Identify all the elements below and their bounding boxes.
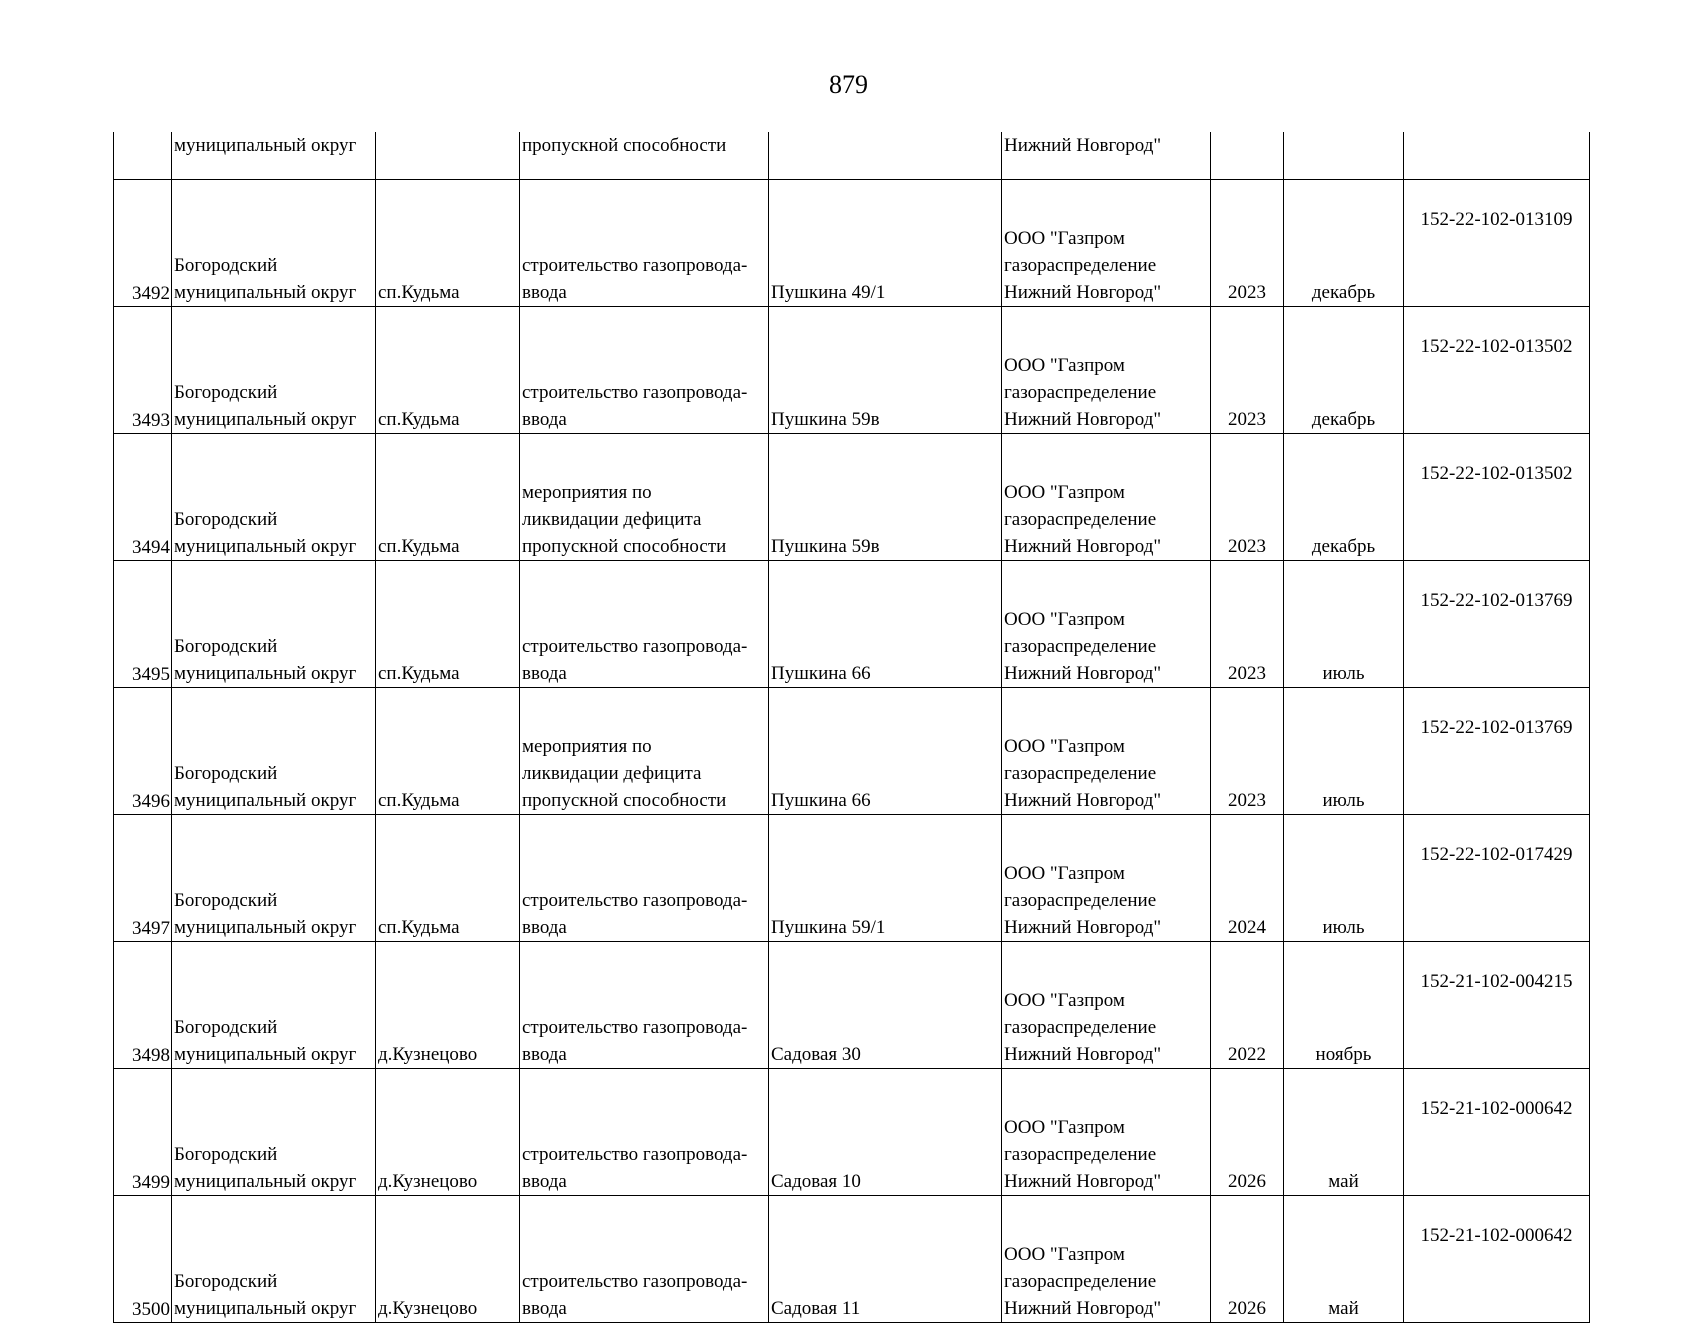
cell-work-type-line: строительство газопровода- bbox=[522, 1144, 748, 1165]
cell-district-line: муниципальный округ bbox=[174, 790, 357, 811]
cell-address: Садовая 11 bbox=[769, 1196, 1002, 1323]
cell-organization-line: Нижний Новгород" bbox=[1004, 790, 1162, 811]
cell-district-line: Богородский bbox=[174, 1017, 278, 1038]
cell-organization-line: Нижний Новгород" bbox=[1004, 1298, 1162, 1319]
cell-work-type bbox=[520, 1069, 769, 1196]
cell-locality: сп.Кудьма bbox=[376, 434, 520, 561]
cell-reg-number: 152-22-102-013109 bbox=[1404, 180, 1590, 307]
cell-organization bbox=[1002, 1196, 1211, 1323]
cell-district bbox=[172, 815, 376, 942]
cell-work-type bbox=[520, 180, 769, 307]
cell-organization-line: Нижний Новгород" bbox=[1004, 917, 1162, 938]
cell-month: июль bbox=[1284, 815, 1404, 942]
cell-district bbox=[172, 1069, 376, 1196]
cell-district-line: муниципальный округ bbox=[174, 536, 357, 557]
cell-organization bbox=[1002, 815, 1211, 942]
cell-num bbox=[114, 132, 172, 180]
cell-organization-line: ООО "Газпром bbox=[1004, 863, 1125, 884]
cell-work-type-line: строительство газопровода- bbox=[522, 1271, 748, 1292]
cell-locality: д.Кузнецово bbox=[376, 1069, 520, 1196]
cell-work-type-line: пропускной способности bbox=[522, 790, 727, 811]
cell-locality: д.Кузнецово bbox=[376, 1196, 520, 1323]
cell-work-type-line: строительство газопровода- bbox=[522, 1017, 748, 1038]
cell-month: июль bbox=[1284, 561, 1404, 688]
cell-reg-number: 152-21-102-000642 bbox=[1404, 1196, 1590, 1323]
cell-organization-line: газораспределение bbox=[1004, 1017, 1157, 1038]
cell-district-line: Богородский bbox=[174, 255, 278, 276]
cell-organization-line: ООО "Газпром bbox=[1004, 1117, 1125, 1138]
cell-organization-line: ООО "Газпром bbox=[1004, 990, 1125, 1011]
cell-address: Пушкина 59в bbox=[769, 434, 1002, 561]
cell-organization-line: газораспределение bbox=[1004, 382, 1157, 403]
cell-district-line: Богородский bbox=[174, 763, 278, 784]
cell-reg-number: 152-21-102-000642 bbox=[1404, 1069, 1590, 1196]
cell-reg-number: 152-21-102-004215 bbox=[1404, 942, 1590, 1069]
cell-work-type-line: ввода bbox=[522, 1171, 567, 1192]
cell-address: Пушкина 59в bbox=[769, 307, 1002, 434]
cell-organization-line: газораспределение bbox=[1004, 1144, 1157, 1165]
cell-work-type-line: мероприятия по bbox=[522, 482, 652, 503]
cell-organization-line: Нижний Новгород" bbox=[1004, 663, 1162, 684]
table-row bbox=[114, 180, 1590, 307]
cell-work-type-line: ввода bbox=[522, 663, 567, 684]
cell-month bbox=[1284, 132, 1404, 180]
cell-organization-line: ООО "Газпром bbox=[1004, 736, 1125, 757]
cell-district-line: муниципальный округ bbox=[174, 409, 357, 430]
cell-organization-line: Нижний Новгород" bbox=[1004, 282, 1162, 303]
cell-organization-line: газораспределение bbox=[1004, 636, 1157, 657]
cell-work-type-line: ввода bbox=[522, 282, 567, 303]
cell-work-type-line: ввода bbox=[522, 917, 567, 938]
cell-district bbox=[172, 688, 376, 815]
cell-work-type bbox=[520, 434, 769, 561]
cell-locality: сп.Кудьма bbox=[376, 561, 520, 688]
cell-district bbox=[172, 180, 376, 307]
cell-organization bbox=[1002, 307, 1211, 434]
cell-month: декабрь bbox=[1284, 434, 1404, 561]
cell-organization-line: Нижний Новгород" bbox=[1004, 536, 1162, 557]
cell-organization bbox=[1002, 180, 1211, 307]
cell-month: ноябрь bbox=[1284, 942, 1404, 1069]
cell-work-type-line: строительство газопровода- bbox=[522, 890, 748, 911]
cell-organization-line: Нижний Новгород" bbox=[1004, 409, 1162, 430]
cell-work-type-line: ликвидации дефицита bbox=[522, 763, 702, 784]
cell-organization-line: ООО "Газпром bbox=[1004, 609, 1125, 630]
cell-district-line: муниципальный округ bbox=[174, 663, 357, 684]
cell-organization-line: ООО "Газпром bbox=[1004, 1244, 1125, 1265]
cell-work-type-line: строительство газопровода- bbox=[522, 636, 748, 657]
cell-organization bbox=[1002, 434, 1211, 561]
table-row bbox=[114, 434, 1590, 561]
cell-locality: сп.Кудьма bbox=[376, 815, 520, 942]
cell-organization-line: ООО "Газпром bbox=[1004, 228, 1125, 249]
continuation-row bbox=[114, 132, 1590, 180]
cell-num: 3493 bbox=[114, 307, 172, 434]
table-row bbox=[114, 561, 1590, 688]
cell-address: Пушкина 59/1 bbox=[769, 815, 1002, 942]
gasification-table bbox=[113, 132, 1590, 1323]
table-row bbox=[114, 688, 1590, 815]
cell-num: 3498 bbox=[114, 942, 172, 1069]
cell-num: 3497 bbox=[114, 815, 172, 942]
cell-num: 3496 bbox=[114, 688, 172, 815]
cell-district bbox=[172, 942, 376, 1069]
cell-year: 2023 bbox=[1211, 307, 1284, 434]
cell-year: 2026 bbox=[1211, 1069, 1284, 1196]
cell-locality: сп.Кудьма bbox=[376, 688, 520, 815]
cell-district: муниципальный округ bbox=[172, 132, 376, 180]
table-body bbox=[114, 132, 1590, 1323]
table-row bbox=[114, 307, 1590, 434]
cell-district-line: Богородский bbox=[174, 509, 278, 530]
cell-year bbox=[1211, 132, 1284, 180]
cell-locality bbox=[376, 132, 520, 180]
cell-work-type-line: строительство газопровода- bbox=[522, 382, 748, 403]
cell-reg-number: 152-22-102-013502 bbox=[1404, 307, 1590, 434]
cell-organization bbox=[1002, 1069, 1211, 1196]
cell-organization-line: газораспределение bbox=[1004, 890, 1157, 911]
cell-work-type-line: ввода bbox=[522, 409, 567, 430]
cell-num: 3494 bbox=[114, 434, 172, 561]
cell-work-type-line: строительство газопровода- bbox=[522, 255, 748, 276]
cell-address: Пушкина 66 bbox=[769, 561, 1002, 688]
cell-work-type bbox=[520, 942, 769, 1069]
cell-work-type bbox=[520, 688, 769, 815]
cell-organization-line: Нижний Новгород" bbox=[1004, 1171, 1162, 1192]
cell-locality: сп.Кудьма bbox=[376, 307, 520, 434]
cell-district-line: Богородский bbox=[174, 1271, 278, 1292]
table-row bbox=[114, 942, 1590, 1069]
cell-district bbox=[172, 307, 376, 434]
cell-work-type-line: ввода bbox=[522, 1298, 567, 1319]
cell-year: 2023 bbox=[1211, 688, 1284, 815]
cell-address: Пушкина 49/1 bbox=[769, 180, 1002, 307]
cell-organization-line: газораспределение bbox=[1004, 255, 1157, 276]
cell-work-type bbox=[520, 815, 769, 942]
cell-work-type-line: мероприятия по bbox=[522, 736, 652, 757]
cell-address: Садовая 30 bbox=[769, 942, 1002, 1069]
cell-district bbox=[172, 1196, 376, 1323]
table-row bbox=[114, 1196, 1590, 1323]
cell-work-type-line: ввода bbox=[522, 1044, 567, 1065]
cell-organization-line: газораспределение bbox=[1004, 763, 1157, 784]
cell-work-type: пропускной способности bbox=[520, 132, 769, 180]
cell-district-line: Богородский bbox=[174, 382, 278, 403]
cell-district-line: муниципальный округ bbox=[174, 282, 357, 303]
cell-address: Пушкина 66 bbox=[769, 688, 1002, 815]
cell-district-line: муниципальный округ bbox=[174, 917, 357, 938]
cell-reg-number: 152-22-102-017429 bbox=[1404, 815, 1590, 942]
cell-organization-line: газораспределение bbox=[1004, 1271, 1157, 1292]
cell-month: декабрь bbox=[1284, 180, 1404, 307]
cell-organization-line: газораспределение bbox=[1004, 509, 1157, 530]
cell-month: май bbox=[1284, 1196, 1404, 1323]
cell-year: 2022 bbox=[1211, 942, 1284, 1069]
cell-district bbox=[172, 434, 376, 561]
cell-work-type-line: пропускной способности bbox=[522, 536, 727, 557]
cell-reg-number bbox=[1404, 132, 1590, 180]
cell-organization-line: Нижний Новгород" bbox=[1004, 1044, 1162, 1065]
cell-locality: сп.Кудьма bbox=[376, 180, 520, 307]
cell-work-type bbox=[520, 1196, 769, 1323]
cell-year: 2026 bbox=[1211, 1196, 1284, 1323]
cell-district-line: муниципальный округ bbox=[174, 1298, 357, 1319]
cell-organization-line: ООО "Газпром bbox=[1004, 482, 1125, 503]
cell-locality: д.Кузнецово bbox=[376, 942, 520, 1069]
cell-organization bbox=[1002, 561, 1211, 688]
cell-work-type bbox=[520, 307, 769, 434]
cell-num: 3500 bbox=[114, 1196, 172, 1323]
cell-year: 2024 bbox=[1211, 815, 1284, 942]
cell-year: 2023 bbox=[1211, 561, 1284, 688]
cell-district-line: Богородский bbox=[174, 1144, 278, 1165]
cell-month: декабрь bbox=[1284, 307, 1404, 434]
cell-district-line: муниципальный округ bbox=[174, 1044, 357, 1065]
cell-work-type-line: ликвидации дефицита bbox=[522, 509, 702, 530]
table-row bbox=[114, 815, 1590, 942]
cell-district-line: Богородский bbox=[174, 636, 278, 657]
cell-year: 2023 bbox=[1211, 434, 1284, 561]
cell-work-type bbox=[520, 561, 769, 688]
table-row bbox=[114, 1069, 1590, 1196]
cell-year: 2023 bbox=[1211, 180, 1284, 307]
cell-num: 3495 bbox=[114, 561, 172, 688]
cell-address: Садовая 10 bbox=[769, 1069, 1002, 1196]
cell-num: 3492 bbox=[114, 180, 172, 307]
cell-reg-number: 152-22-102-013769 bbox=[1404, 561, 1590, 688]
cell-district-line: муниципальный округ bbox=[174, 1171, 357, 1192]
cell-organization bbox=[1002, 688, 1211, 815]
cell-district bbox=[172, 561, 376, 688]
cell-address bbox=[769, 132, 1002, 180]
page-number: 879 bbox=[829, 70, 868, 99]
cell-month: май bbox=[1284, 1069, 1404, 1196]
cell-reg-number: 152-22-102-013769 bbox=[1404, 688, 1590, 815]
cell-month: июль bbox=[1284, 688, 1404, 815]
cell-organization: Нижний Новгород" bbox=[1002, 132, 1211, 180]
cell-organization-line: ООО "Газпром bbox=[1004, 355, 1125, 376]
cell-reg-number: 152-22-102-013502 bbox=[1404, 434, 1590, 561]
cell-organization bbox=[1002, 942, 1211, 1069]
cell-district-line: Богородский bbox=[174, 890, 278, 911]
cell-num: 3499 bbox=[114, 1069, 172, 1196]
